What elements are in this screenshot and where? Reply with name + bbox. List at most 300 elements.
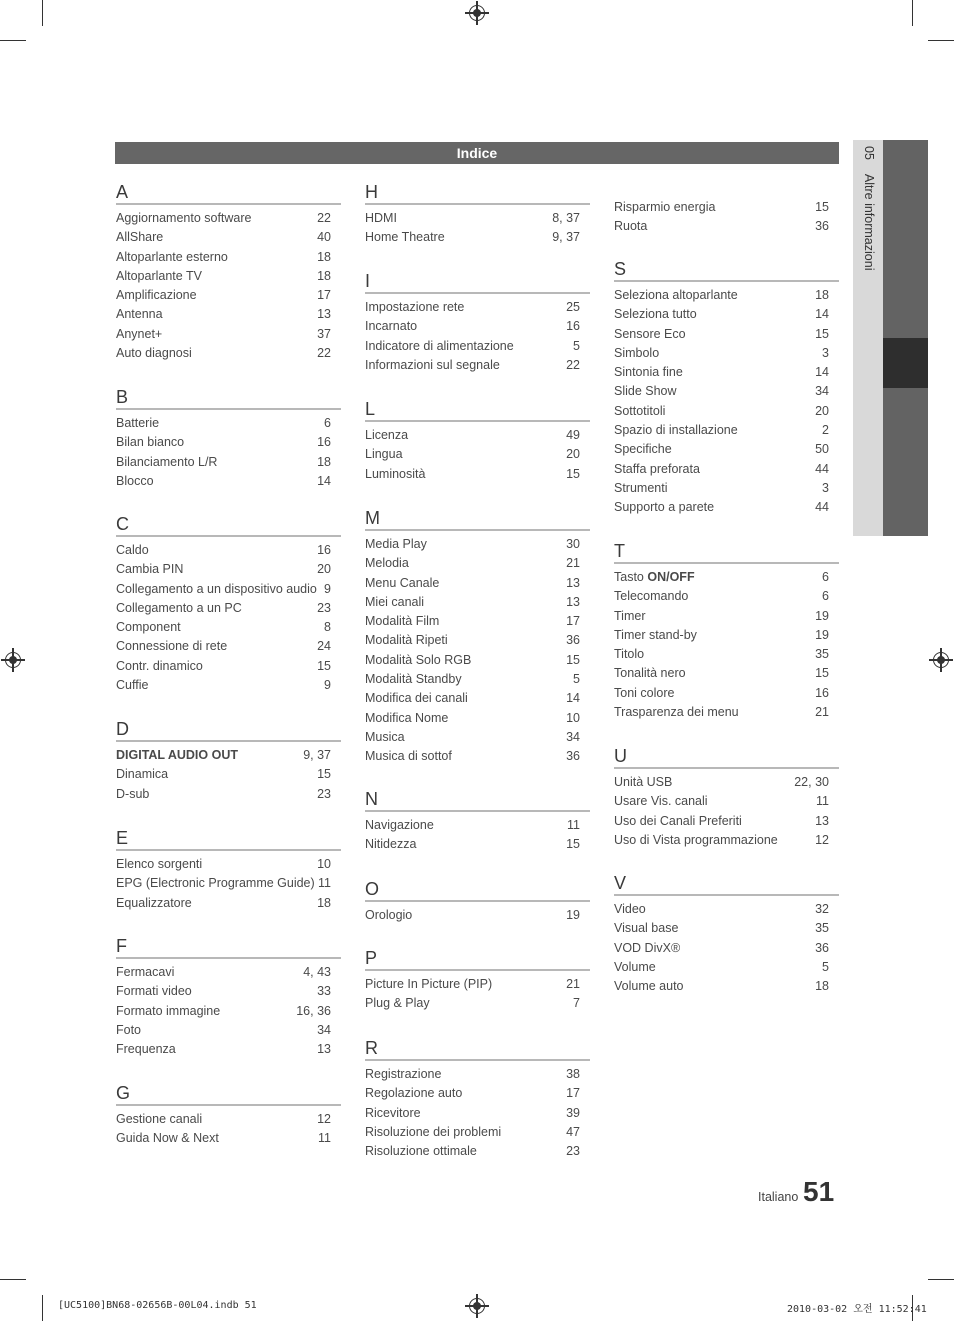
index-term-text: Ricevitore (365, 1105, 421, 1120)
index-entry (116, 560, 341, 579)
index-term (116, 657, 203, 676)
section-divider (116, 203, 341, 205)
index-term-text: Picture In Picture (PIP) (365, 977, 493, 991)
index-entry (614, 900, 839, 919)
index-term-text: Amplificazione (116, 288, 197, 303)
index-section (116, 828, 341, 913)
index-section (116, 514, 341, 695)
index-term-text: Impostazione rete (365, 300, 465, 314)
index-term-text: Risoluzione ottimale (365, 1144, 477, 1159)
section-letter: V (614, 873, 627, 893)
index-page: 14 (815, 365, 829, 380)
index-term (365, 535, 427, 554)
index-term (614, 460, 700, 479)
index-page: 15 (566, 652, 580, 667)
index-term-text: Cuffie (116, 678, 149, 693)
index-term-text: Registrazione (365, 1067, 442, 1081)
index-entry (614, 607, 839, 626)
index-section (116, 387, 341, 491)
section-letter: G (116, 1083, 131, 1103)
index-term (116, 286, 197, 305)
index-page: 13 (566, 594, 580, 609)
index-term (365, 554, 409, 573)
index-page: 24 (317, 639, 331, 654)
index-entry (116, 344, 341, 363)
index-page: 32 (815, 902, 829, 916)
index-term-text: Caldo (116, 543, 149, 557)
chapter-label (860, 146, 876, 270)
index-term-text: Plug & Play (365, 996, 430, 1011)
index-term-text: Seleziona altoparlante (614, 288, 738, 302)
index-term (116, 344, 192, 363)
index-term-text: Volume (614, 959, 656, 974)
index-page: 25 (566, 300, 580, 314)
index-term (614, 645, 644, 664)
index-entry (365, 835, 590, 854)
section-divider (614, 767, 839, 769)
index-page: 8, 37 (552, 211, 580, 225)
index-entry (614, 217, 839, 236)
index-entry (365, 445, 590, 464)
index-page: 14 (317, 473, 331, 488)
index-term (365, 1123, 501, 1142)
index-page: 10 (566, 710, 580, 725)
page-number: 51 (803, 1176, 835, 1207)
index-term-text: Antenna (116, 307, 163, 322)
index-entry (365, 975, 590, 994)
index-term (116, 785, 149, 804)
index-term (116, 1002, 220, 1021)
index-term (116, 874, 315, 893)
index-term (614, 382, 677, 401)
index-term (614, 479, 668, 498)
index-term-text: Fermacavi (116, 965, 175, 979)
index-entry (365, 535, 590, 554)
section-letter: I (365, 271, 371, 291)
index-entry (365, 709, 590, 728)
index-term (116, 746, 238, 765)
index-entry (365, 298, 590, 317)
index-term (116, 228, 163, 247)
section-letter: O (365, 879, 380, 899)
index-page: 22 (317, 346, 331, 361)
index-entry (116, 414, 341, 433)
index-term-text: Contr. dinamico (116, 658, 203, 673)
section-letter: F (116, 936, 127, 956)
index-term (365, 994, 430, 1013)
index-term-text: Altoparlante esterno (116, 249, 228, 264)
index-page: 16 (566, 319, 580, 334)
index-term (614, 939, 680, 958)
index-page: 18 (815, 979, 829, 994)
index-term (365, 689, 468, 708)
section-divider (116, 740, 341, 742)
index-term-text: Indicatore di alimentazione (365, 338, 514, 353)
index-page: 9 (324, 581, 331, 596)
index-page: 21 (815, 705, 829, 720)
index-page: 11 (318, 876, 331, 891)
index-term-text: Navigazione (365, 818, 434, 832)
index-term-text: VOD DivX® (614, 940, 681, 955)
index-page: 15 (317, 658, 331, 673)
index-entry (116, 1002, 341, 1021)
section-divider (116, 957, 341, 959)
index-term (614, 286, 738, 305)
index-term (365, 298, 464, 317)
index-term-text: Sensore Eco (614, 326, 686, 341)
index-entry (116, 541, 341, 560)
index-entry (365, 465, 590, 484)
index-term (365, 651, 471, 670)
index-term (614, 363, 683, 382)
index-term (365, 593, 424, 612)
index-entry (365, 337, 590, 356)
index-term (365, 1104, 421, 1123)
index-term (116, 541, 149, 560)
index-term-text: Risoluzione dei problemi (365, 1124, 502, 1139)
index-section (116, 719, 341, 804)
index-term-text: Foto (116, 1022, 142, 1037)
section-divider (116, 849, 341, 851)
index-page: 12 (317, 1112, 331, 1126)
index-section (116, 1083, 341, 1149)
index-entry (365, 356, 590, 375)
index-section (614, 873, 839, 996)
index-entry (614, 773, 839, 792)
index-term-text: Modalità Standby (365, 672, 462, 687)
index-term-text: Blocco (116, 473, 154, 488)
index-entry (365, 906, 590, 925)
index-term-text: Specifiche (614, 442, 672, 457)
index-entry (614, 977, 839, 996)
index-term-text: Tasto (614, 570, 648, 584)
index-entry (365, 574, 590, 593)
index-page: 44 (815, 461, 829, 476)
index-term-text: Media Play (365, 537, 427, 551)
index-term-text: Batterie (116, 416, 160, 430)
index-page: 11 (318, 1131, 331, 1146)
index-page: 18 (317, 249, 331, 264)
index-page: 39 (566, 1105, 580, 1120)
index-term-text: Modifica dei canali (365, 691, 468, 706)
index-term (116, 248, 228, 267)
index-entry (116, 637, 341, 656)
index-entry (116, 618, 341, 637)
index-term (614, 812, 742, 831)
index-page: 19 (566, 908, 580, 922)
index-term-text: Formati video (116, 984, 192, 999)
index-section (614, 746, 839, 850)
index-term-text: Risparmio energia (614, 200, 716, 214)
index-term (116, 1021, 141, 1040)
index-term-text: Seleziona tutto (614, 307, 697, 322)
index-term (116, 618, 181, 637)
index-page: 34 (566, 729, 580, 744)
index-page: 7 (573, 996, 580, 1011)
index-term-text: Bilanciamento L/R (116, 454, 218, 469)
index-term-text: Modalità Ripeti (365, 633, 448, 648)
index-term-text: Home Theatre (365, 230, 445, 245)
index-page: 11 (567, 818, 580, 832)
index-entry (116, 325, 341, 344)
footer-language: Italiano (758, 1190, 799, 1204)
index-term-text: Telecomando (614, 589, 689, 604)
index-term (116, 305, 163, 324)
index-page: 49 (566, 428, 580, 442)
index-page: 22 (317, 211, 331, 225)
index-page: 14 (566, 691, 580, 706)
index-term (614, 305, 697, 324)
index-section (365, 271, 590, 375)
index-entry (614, 440, 839, 459)
index-term-text: Simbolo (614, 345, 660, 360)
index-page: 15 (317, 767, 331, 782)
index-entry (116, 580, 341, 599)
index-entry (116, 433, 341, 452)
index-term-text: Frequenza (116, 1042, 176, 1057)
print-slug-date: 2010-03-02 오전 11:52:41 (787, 1304, 927, 1315)
index-section (365, 1038, 590, 1161)
index-page: 20 (815, 403, 829, 418)
index-term-text: EPG (Electronic Programme Guide) (116, 876, 315, 891)
index-section (365, 399, 590, 484)
index-page: 5 (573, 338, 580, 353)
index-section (614, 541, 839, 722)
index-term (116, 433, 184, 452)
index-term (116, 209, 252, 228)
index-page: 15 (566, 837, 580, 852)
index-page: 18 (317, 268, 331, 283)
index-entry (614, 479, 839, 498)
crop-mark (0, 1279, 26, 1280)
index-page: 17 (317, 288, 331, 303)
index-entry (116, 1129, 341, 1148)
index-page: 17 (566, 614, 580, 629)
index-page: 15 (815, 200, 829, 214)
index-term (614, 626, 697, 645)
index-term (365, 317, 417, 336)
index-entry (365, 228, 590, 247)
crop-mark (928, 40, 954, 41)
index-term (116, 637, 227, 656)
index-page: 22 (566, 357, 580, 372)
index-entry (365, 747, 590, 766)
index-term-text: Supporto a parete (614, 500, 715, 515)
index-term-text: Tonalità nero (614, 666, 686, 681)
registration-mark-icon (5, 652, 21, 668)
index-page: 9 (324, 678, 331, 693)
index-term-text: Menu Canale (365, 575, 440, 590)
index-term-text: DIGITAL AUDIO OUT (116, 748, 238, 762)
crop-mark (42, 0, 43, 26)
index-term-text: Collegamento a un dispositivo audio (116, 581, 317, 596)
index-term-text: Volume auto (614, 979, 684, 994)
crop-mark (0, 40, 26, 41)
index-term-text: Sottotitoli (614, 403, 666, 418)
index-page: 14 (815, 307, 829, 322)
index-entry (116, 746, 341, 765)
index-entry (614, 286, 839, 305)
registration-mark-icon (933, 652, 949, 668)
index-entry (116, 209, 341, 228)
index-entry (614, 919, 839, 938)
section-letter: S (614, 259, 627, 279)
index-entry (116, 228, 341, 247)
index-term-text: Licenza (365, 428, 409, 442)
index-page: 47 (566, 1124, 580, 1139)
index-term (365, 209, 397, 228)
index-term-text: Luminosità (365, 466, 426, 481)
index-entry (365, 689, 590, 708)
section-divider (614, 280, 839, 282)
index-term-text: Connessione di rete (116, 639, 228, 654)
index-term (614, 440, 672, 459)
index-entry (365, 1142, 590, 1161)
index-term-text: Titolo (614, 647, 645, 662)
section-divider (365, 529, 590, 531)
section-letter: B (116, 387, 129, 407)
index-entry (116, 963, 341, 982)
index-term (116, 580, 317, 599)
index-entry (116, 855, 341, 874)
index-entry (365, 728, 590, 747)
index-entry (614, 363, 839, 382)
index-section (614, 198, 839, 237)
index-term-text: Modifica Nome (365, 710, 449, 725)
index-entry (365, 209, 590, 228)
index-entry (116, 599, 341, 618)
index-entry (614, 958, 839, 977)
index-entry (116, 676, 341, 695)
index-page: 36 (815, 219, 829, 234)
section-letter: C (116, 514, 129, 534)
index-entry (614, 939, 839, 958)
index-entry (614, 460, 839, 479)
index-term (116, 982, 192, 1001)
index-term (116, 894, 192, 913)
index-section (365, 508, 590, 767)
index-term-text: HDMI (365, 211, 397, 225)
index-term-text: Cambia PIN (116, 562, 184, 577)
index-term-text: Auto diagnosi (116, 346, 192, 361)
index-term (614, 217, 647, 236)
index-entry (614, 344, 839, 363)
index-term-text: Usare Vis. canali (614, 794, 708, 809)
index-page: 16 (815, 685, 829, 700)
section-divider (365, 1059, 590, 1061)
index-entry (614, 421, 839, 440)
section-divider (365, 900, 590, 902)
index-term-text: Trasparenza dei menu (614, 705, 739, 720)
index-page: 18 (317, 454, 331, 469)
index-page: 30 (566, 537, 580, 551)
index-entry (365, 994, 590, 1013)
index-page: 3 (822, 345, 829, 360)
index-page: 20 (317, 562, 331, 577)
index-term (365, 612, 439, 631)
index-term (116, 267, 202, 286)
section-divider (116, 535, 341, 537)
index-entry (365, 554, 590, 573)
index-entry (365, 651, 590, 670)
index-entry (614, 684, 839, 703)
index-term (614, 498, 714, 517)
registration-mark-icon (469, 1298, 485, 1314)
section-letter: H (365, 182, 378, 202)
section-letter: T (614, 541, 625, 561)
print-slug-file: [UC5100]BN68-02656B-00L04.indb 51 (58, 1300, 257, 1311)
index-term-text: Uso di Vista programmazione (614, 832, 778, 847)
index-section (116, 182, 341, 363)
index-page: 11 (816, 794, 829, 809)
index-term (614, 421, 738, 440)
crop-mark (928, 1279, 954, 1280)
index-term (365, 747, 452, 766)
index-entry (365, 1123, 590, 1142)
index-term-text: Collegamento a un PC (116, 600, 242, 615)
index-entry (614, 792, 839, 811)
index-term (614, 900, 646, 919)
index-entry (116, 874, 341, 893)
index-term (365, 1065, 441, 1084)
index-term-text: Toni colore (614, 685, 675, 700)
index-term-text: Sintonia fine (614, 365, 683, 380)
index-page: 3 (822, 480, 829, 495)
index-term-text: Bilan bianco (116, 435, 185, 450)
index-term (116, 560, 183, 579)
index-entry (614, 645, 839, 664)
page-title: Indice (115, 142, 839, 164)
section-letter: L (365, 399, 376, 419)
index-term (365, 426, 408, 445)
index-term-text: Incarnato (365, 319, 418, 334)
index-page: 13 (317, 307, 331, 322)
index-page: 40 (317, 230, 331, 245)
index-entry (614, 812, 839, 831)
chapter-title: Altre informazioni (862, 173, 876, 271)
index-entry (614, 382, 839, 401)
index-term (614, 587, 688, 606)
index-term-text: Slide Show (614, 384, 677, 399)
index-term (365, 670, 462, 689)
index-page: 36 (566, 749, 580, 764)
index-term-text: Informazioni sul segnale (365, 357, 500, 372)
index-term (614, 607, 645, 626)
index-entry (365, 670, 590, 689)
index-term-text: Gestione canali (116, 1112, 203, 1126)
index-entry (116, 657, 341, 676)
index-term (614, 568, 695, 587)
section-letter: N (365, 789, 378, 809)
index-term (365, 709, 448, 728)
index-entry (116, 453, 341, 472)
index-entry (365, 317, 590, 336)
index-page: 13 (815, 813, 829, 828)
index-term-text: Orologio (365, 908, 413, 922)
index-entry (365, 593, 590, 612)
index-entry (116, 765, 341, 784)
index-term-text: Aggiornamento software (116, 211, 252, 225)
index-entry (365, 612, 590, 631)
index-term (116, 472, 154, 491)
index-page: 15 (566, 466, 580, 481)
index-entry (116, 267, 341, 286)
index-page: 9, 37 (303, 748, 331, 762)
index-entry (116, 286, 341, 305)
index-page: 8 (324, 620, 331, 635)
index-term (614, 958, 656, 977)
index-term-text: Video (614, 902, 646, 916)
